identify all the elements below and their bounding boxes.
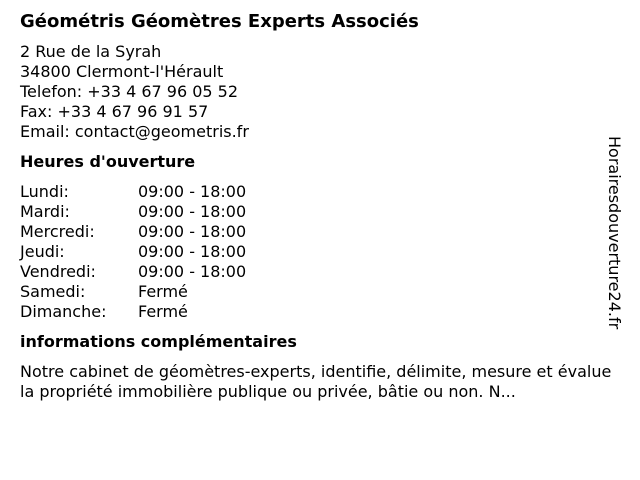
business-name: Géométris Géomètres Experts Associés bbox=[20, 11, 419, 32]
hours-row-friday bbox=[20, 262, 620, 282]
hours-row-thursday bbox=[20, 242, 620, 262]
hours-day: Samedi: bbox=[20, 282, 86, 301]
hours-row-tuesday bbox=[20, 202, 620, 222]
email-address: Email: contact@geometris.fr bbox=[20, 122, 249, 141]
fax-number: Fax: +33 4 67 96 91 57 bbox=[20, 102, 209, 121]
hours-day: Mercredi: bbox=[20, 222, 95, 241]
phone-number: Telefon: +33 4 67 96 05 52 bbox=[20, 82, 239, 101]
hours-day: Lundi: bbox=[20, 182, 69, 201]
hours-row-wednesday bbox=[20, 222, 620, 242]
hours-time: 09:00 - 18:00 bbox=[138, 262, 247, 281]
hours-time: Fermé bbox=[138, 282, 188, 301]
hours-time: 09:00 - 18:00 bbox=[138, 222, 247, 241]
hours-row-saturday bbox=[20, 282, 620, 302]
hours-time: 09:00 - 18:00 bbox=[138, 242, 247, 261]
hours-time: 09:00 - 18:00 bbox=[138, 182, 247, 201]
hours-day: Mardi: bbox=[20, 202, 70, 221]
address-city: 34800 Clermont-l'Hérault bbox=[20, 62, 224, 81]
site-watermark: Horairesdouverture24.fr bbox=[605, 136, 624, 330]
additional-info-text: Notre cabinet de géomètres-experts, identifie, délimite, mesure et évalue la propriété immobilière publique ou privée, bâtie ou non. N... bbox=[20, 362, 612, 401]
business-card bbox=[20, 10, 620, 402]
hours-row-sunday bbox=[20, 302, 620, 322]
hours-day: Vendredi: bbox=[20, 262, 96, 281]
hours-time: 09:00 - 18:00 bbox=[138, 202, 247, 221]
hours-time: Fermé bbox=[138, 302, 188, 321]
opening-hours-heading: Heures d'ouverture bbox=[20, 152, 196, 171]
address-street: 2 Rue de la Syrah bbox=[20, 42, 162, 61]
hours-day: Dimanche: bbox=[20, 302, 107, 321]
additional-info-heading: informations complémentaires bbox=[20, 332, 297, 351]
hours-day: Jeudi: bbox=[20, 242, 65, 261]
opening-hours-table bbox=[20, 182, 620, 322]
contact-block bbox=[20, 42, 620, 142]
hours-row-monday bbox=[20, 182, 620, 202]
